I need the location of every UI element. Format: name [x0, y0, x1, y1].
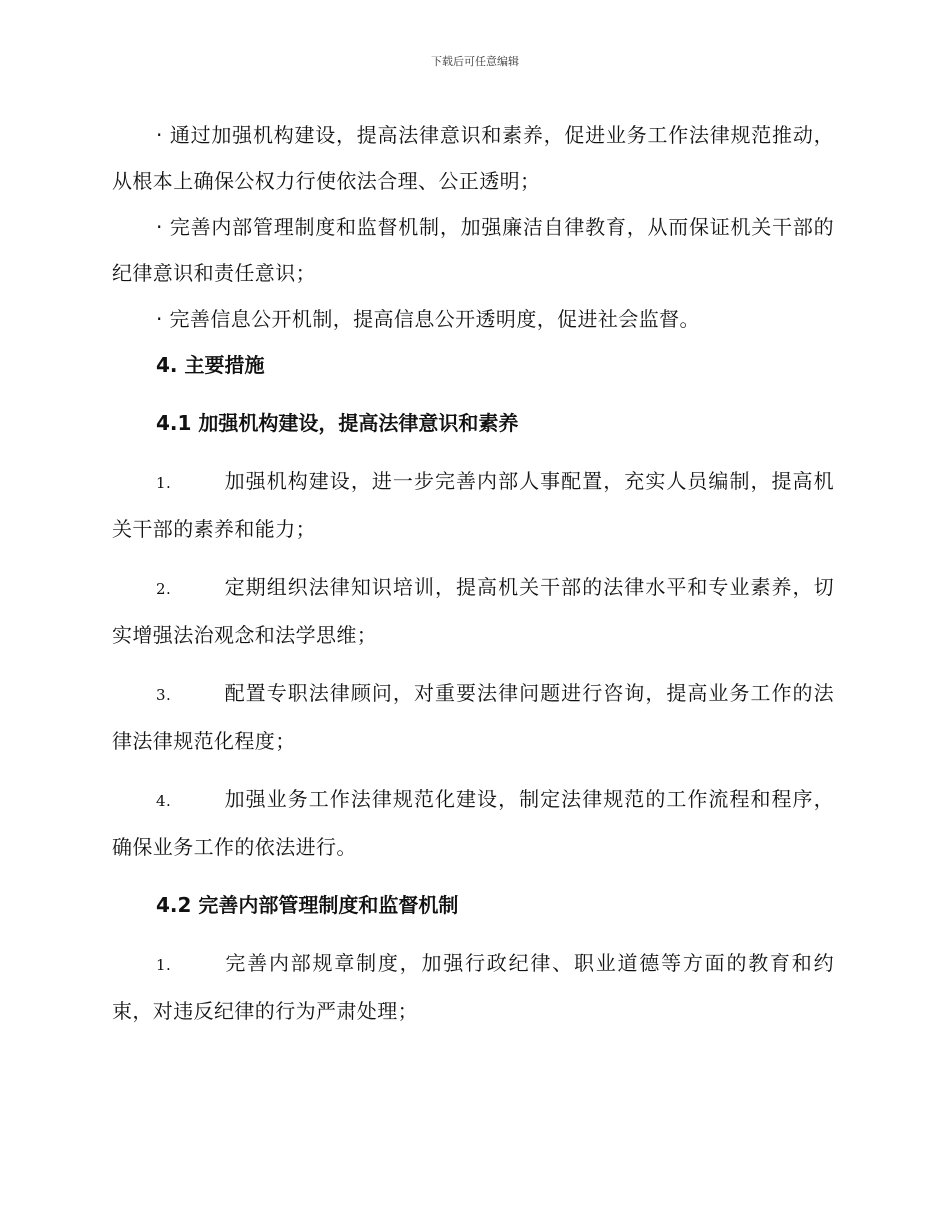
list-item-number: 1.	[156, 474, 172, 492]
list-item	[112, 564, 834, 658]
list-item-number: 4.	[156, 792, 172, 810]
bullet-paragraph-1: · 通过加强机构建设，提高法律意识和素养，促进业务工作法律规范推动，从根本上确保公权力行使依法合理、公正透明；	[112, 123, 834, 193]
list-item-text: 配置专职法律顾问，对重要法律问题进行咨询，提高业务工作的法律法律规范化程度；	[112, 681, 834, 753]
header-note: 下载后可任意编辑	[431, 55, 519, 68]
document-body	[112, 112, 834, 1046]
list-item	[112, 940, 834, 1034]
list-item-number: 3.	[156, 686, 172, 704]
list-item	[112, 776, 834, 870]
list-item-number: 1.	[156, 956, 172, 974]
list-item-text: 完善内部规章制度，加强行政纪律、职业道德等方面的教育和约束，对违反纪律的行为严肃处理；	[112, 951, 834, 1023]
list-item	[112, 670, 834, 764]
section-4-1-heading: 4.1 加强机构建设，提高法律意识和素养	[156, 411, 519, 435]
list-item-text: 定期组织法律知识培训，提高机关干部的法律水平和专业素养，切实增强法治观念和法学思维；	[112, 575, 834, 647]
section-4-heading: 4. 主要措施	[156, 353, 265, 377]
section-4-2-heading: 4.2 完善内部管理制度和监督机制	[156, 893, 459, 917]
list-item	[112, 458, 834, 552]
list-item-number: 2.	[156, 580, 172, 598]
list-item-text: 加强机构建设，进一步完善内部人事配置，充实人员编制，提高机关干部的素养和能力；	[112, 469, 834, 541]
bullet-paragraph-2: · 完善内部管理制度和监督机制，加强廉洁自律教育，从而保证机关干部的纪律意识和责任意识；	[112, 215, 834, 285]
bullet-paragraph-3: · 完善信息公开机制，提高信息公开透明度，促进社会监督。	[156, 307, 700, 331]
list-item-text: 加强业务工作法律规范化建设，制定法律规范的工作流程和程序，确保业务工作的依法进行。	[112, 787, 834, 859]
